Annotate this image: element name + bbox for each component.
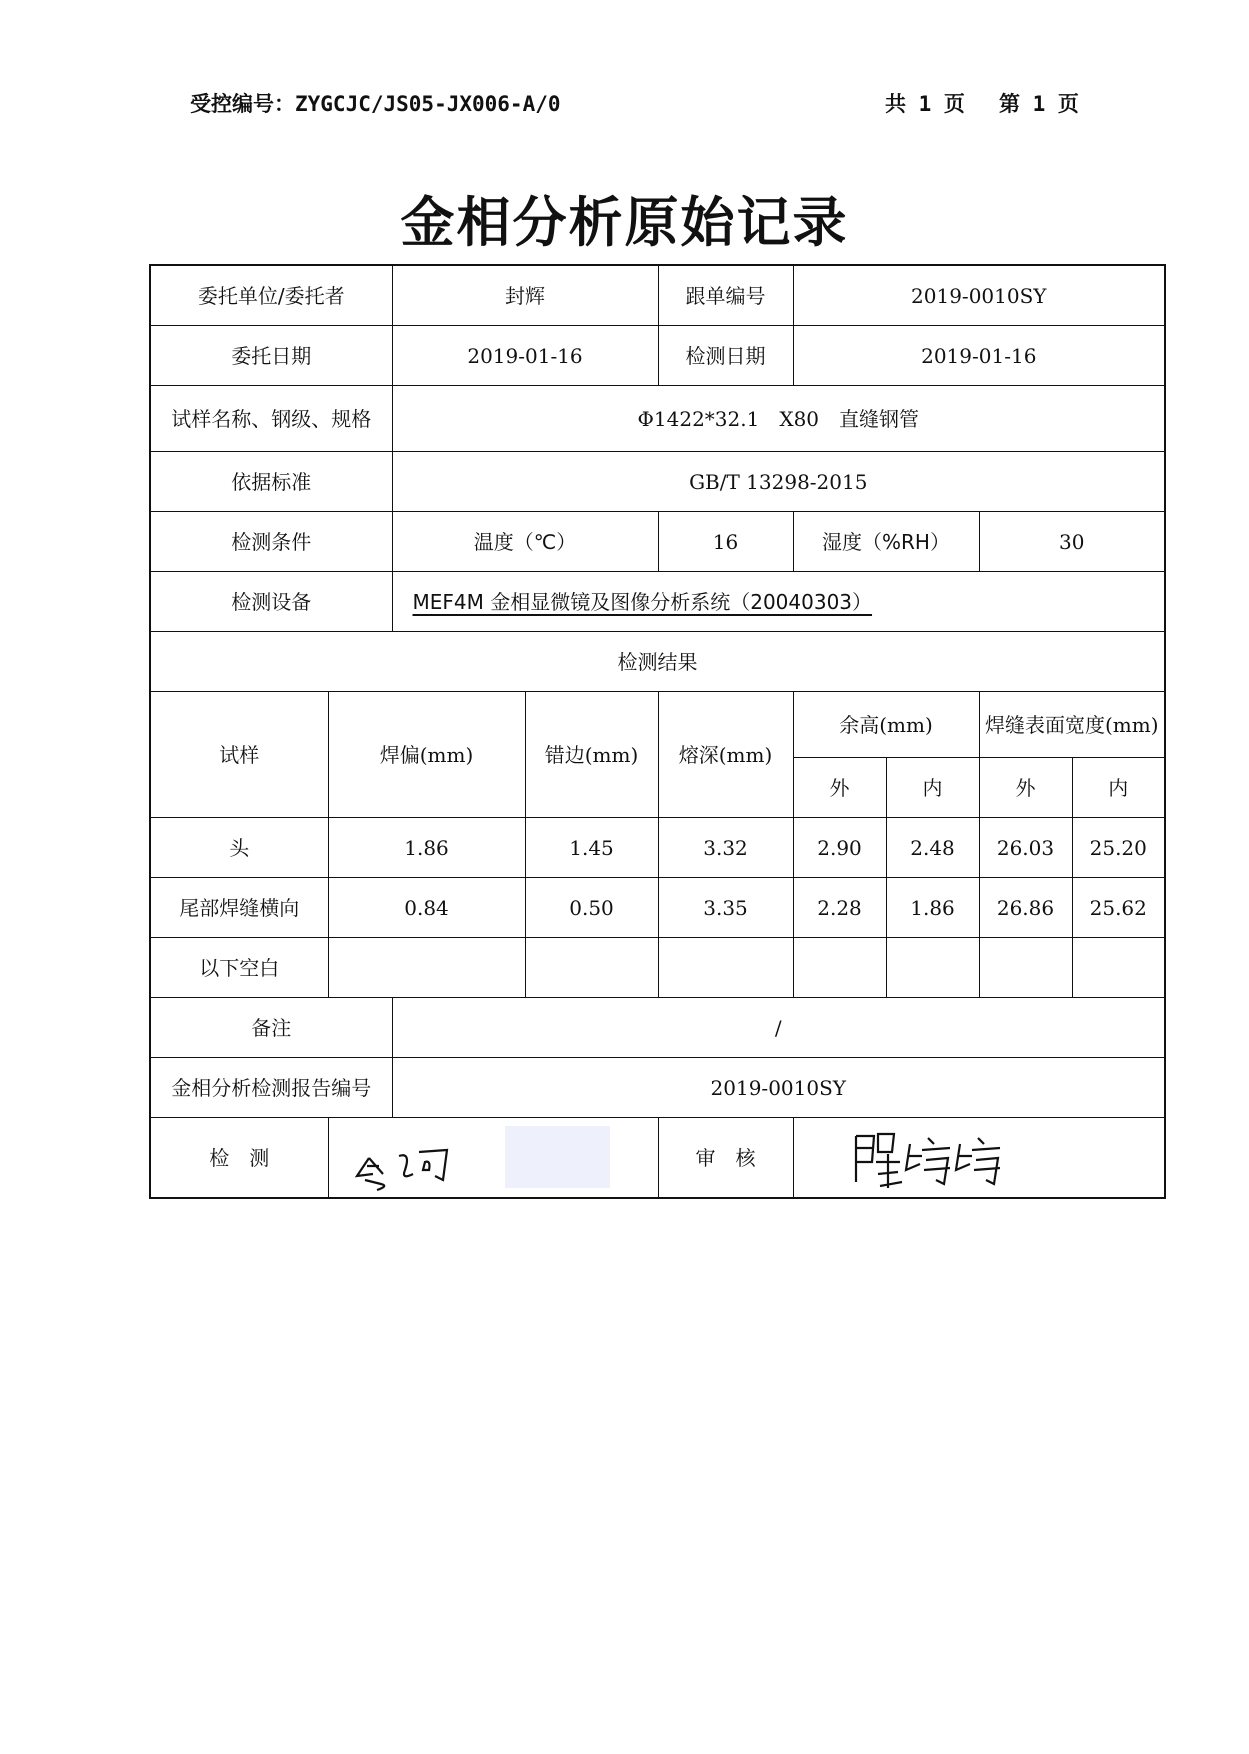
tester-signature-graphic	[339, 1122, 509, 1194]
condition-label: 检测条件	[150, 512, 392, 572]
reviewer-signature	[793, 1118, 1165, 1199]
report-number-value: 2019-0010SY	[392, 1058, 1165, 1118]
entrust-date-value: 2019-01-16	[392, 326, 658, 386]
row-rein-inner: 2.48	[886, 818, 979, 878]
col-depth: 熔深(mm)	[658, 692, 793, 818]
row-sample: 尾部焊缝横向	[150, 878, 328, 938]
col-reinforcement: 余高(mm)	[793, 692, 979, 758]
total-pages: 共 1 页	[885, 92, 965, 116]
control-number: 受控编号：ZYGCJC/JS05-JX006-A/0	[190, 92, 561, 116]
row-rein-outer: 2.90	[793, 818, 886, 878]
results-title: 检测结果	[150, 632, 1165, 692]
table-row	[150, 878, 1165, 938]
row-sample: 头	[150, 818, 328, 878]
test-date-value: 2019-01-16	[793, 326, 1165, 386]
client-value: 封辉	[392, 265, 658, 326]
order-label: 跟单编号	[658, 265, 793, 326]
remark-value: /	[392, 998, 1165, 1058]
row-offset: 1.86	[328, 818, 525, 878]
tester-signature	[328, 1118, 658, 1199]
order-value: 2019-0010SY	[793, 265, 1165, 326]
equipment-label: 检测设备	[150, 572, 392, 632]
row-sample: 以下空白	[150, 938, 328, 998]
row-rein-inner	[886, 938, 979, 998]
width-inner-header: 内	[1072, 758, 1165, 818]
equipment-value	[392, 572, 1165, 632]
col-weld-width: 焊缝表面宽度(mm)	[979, 692, 1165, 758]
temperature-value: 16	[658, 512, 793, 572]
redacted-area	[505, 1126, 610, 1188]
row-offset: 0.84	[328, 878, 525, 938]
row-width-outer: 26.03	[979, 818, 1072, 878]
row-depth: 3.32	[658, 818, 793, 878]
col-misalign: 错边(mm)	[525, 692, 658, 818]
page-count	[885, 88, 1079, 118]
humidity-value: 30	[979, 512, 1165, 572]
reviewer-signature-graphic	[804, 1122, 1004, 1194]
sample-label: 试样名称、钢级、规格	[150, 386, 392, 452]
record-table	[149, 264, 1166, 1199]
row-width-inner: 25.62	[1072, 878, 1165, 938]
row-misalign: 0.50	[525, 878, 658, 938]
test-date-label: 检测日期	[658, 326, 793, 386]
standard-label: 依据标准	[150, 452, 392, 512]
row-misalign	[525, 938, 658, 998]
row-width-inner	[1072, 938, 1165, 998]
col-offset: 焊偏(mm)	[328, 692, 525, 818]
standard-value: GB/T 13298-2015	[392, 452, 1165, 512]
row-width-outer	[979, 938, 1072, 998]
entrust-date-label: 委托日期	[150, 326, 392, 386]
report-number-label: 金相分析检测报告编号	[150, 1058, 392, 1118]
row-misalign: 1.45	[525, 818, 658, 878]
temperature-label: 温度（℃）	[392, 512, 658, 572]
rein-inner-header: 内	[886, 758, 979, 818]
table-row	[150, 938, 1165, 998]
row-rein-outer: 2.28	[793, 878, 886, 938]
sample-value: Φ1422*32.1 X80 直缝钢管	[392, 386, 1165, 452]
col-sample: 试样	[150, 692, 328, 818]
row-rein-outer	[793, 938, 886, 998]
remark-label: 备注	[150, 998, 392, 1058]
table-row	[150, 818, 1165, 878]
reviewer-label: 审 核	[658, 1118, 793, 1199]
row-offset	[328, 938, 525, 998]
row-depth	[658, 938, 793, 998]
rein-outer-header: 外	[793, 758, 886, 818]
equipment-text: MEF4M 金相显微镜及图像分析系统（20040303）	[412, 589, 873, 614]
row-width-inner: 25.20	[1072, 818, 1165, 878]
tester-label: 检 测	[150, 1118, 328, 1199]
page-number: 第 1 页	[998, 92, 1079, 116]
row-depth: 3.35	[658, 878, 793, 938]
humidity-label: 湿度（%RH）	[793, 512, 979, 572]
row-width-outer: 26.86	[979, 878, 1072, 938]
client-label: 委托单位/委托者	[150, 265, 392, 326]
width-outer-header: 外	[979, 758, 1072, 818]
page-title: 金相分析原始记录	[400, 191, 849, 254]
row-rein-inner: 1.86	[886, 878, 979, 938]
